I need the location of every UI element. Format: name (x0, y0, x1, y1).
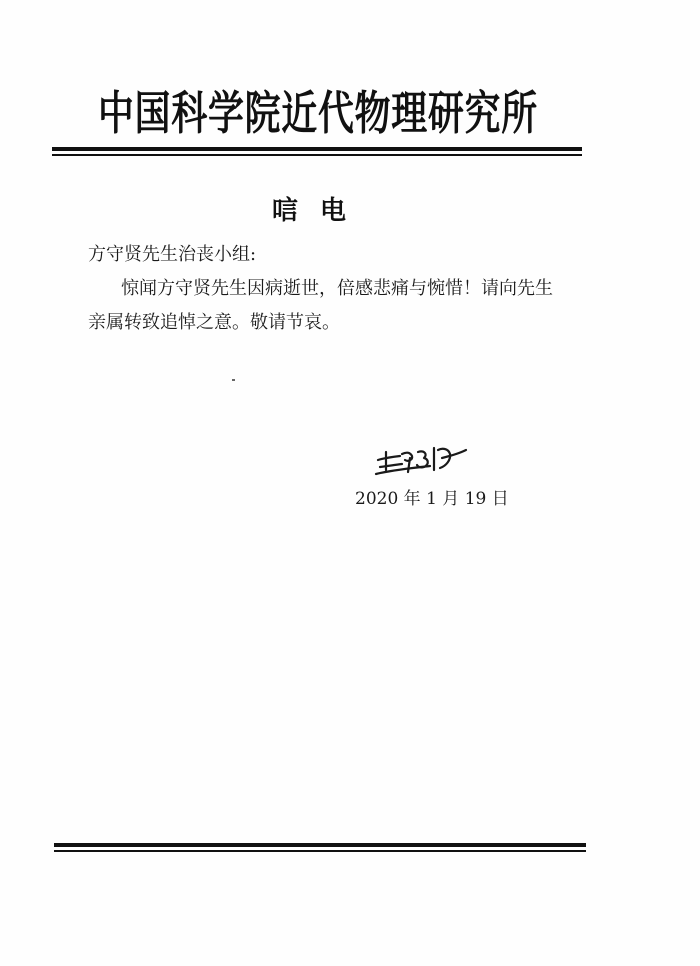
scan-speck (232, 379, 235, 381)
institution-letterhead: 中国科学院近代物理研究所 (98, 86, 538, 140)
condolence-body: 惊闻方守贤先生因病逝世，倍感悲痛与惋惜！请向先生亲属转致追悼之意。敬请节哀。 (88, 278, 553, 333)
salutation: 方守贤先生治丧小组: (88, 244, 257, 265)
footer-rule-thin (54, 850, 586, 852)
signature-drawing (372, 440, 482, 480)
header-rule-thin (52, 154, 582, 156)
footer-rule-thick (54, 843, 586, 847)
document-title: 唁电 (271, 196, 368, 226)
header-rule-thick (52, 147, 582, 151)
handwritten-signature (372, 440, 482, 480)
letter-date: 2020 年 1 月 19 日 (355, 489, 509, 509)
